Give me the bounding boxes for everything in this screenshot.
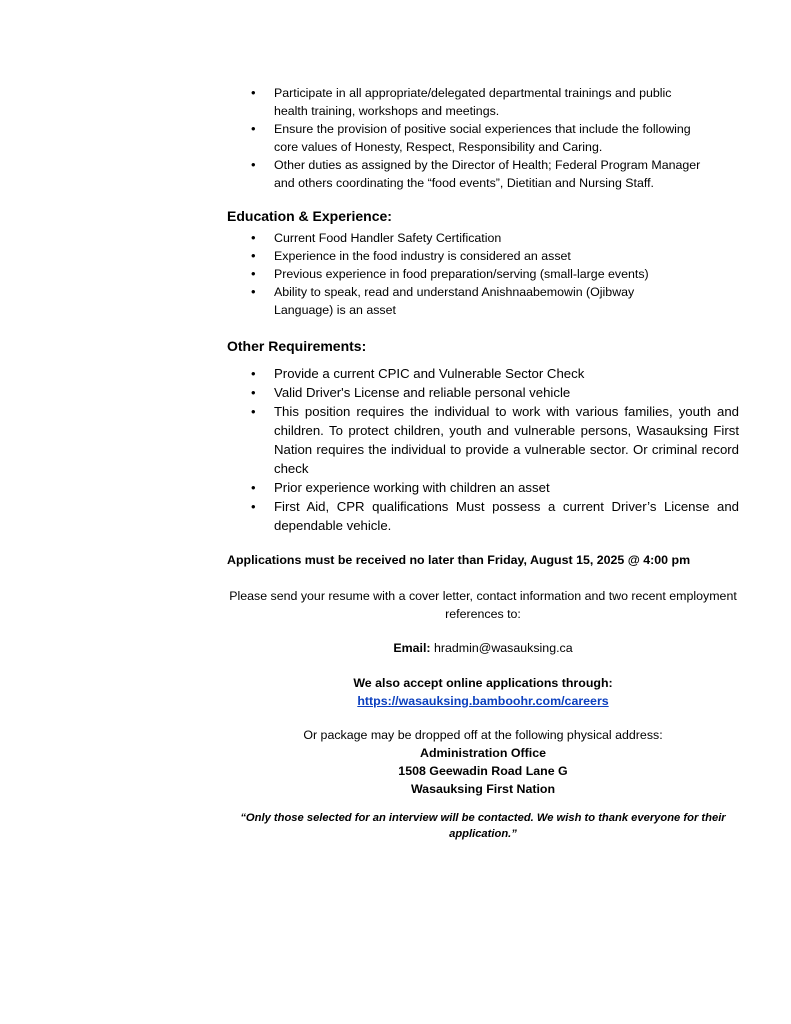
education-list (227, 229, 747, 319)
duties-list (227, 84, 707, 192)
requirement-item: • This position requires the individual to work with various families, youth and children. To protect children, youth and vulnerable persons, Wasauksing First Nation requires the individual to provide a vulnerable sector. Or criminal record check (227, 402, 739, 478)
careers-link[interactable]: https://wasauksing.bamboohr.com/careers (357, 694, 609, 708)
other-requirements-heading: Other Requirements: (227, 338, 367, 354)
duty-item: • Ensure the provision of positive social experiences that include the following core values of Honesty, Respect, Responsibility and Caring. (227, 120, 707, 156)
education-heading: Education & Experience: (227, 208, 392, 224)
requirement-item: • First Aid, CPR qualifications Must possess a current Driver’s License and dependable vehicle. (227, 497, 739, 535)
online-applications-heading: We also accept online applications through: (353, 676, 613, 690)
office-name: Administration Office (420, 746, 546, 760)
closing-note: “Only those selected for an interview will be contacted. We wish to thank everyone for their application.” (240, 812, 726, 840)
dropoff-address (227, 726, 739, 798)
requirement-item: • Prior experience working with children an asset (227, 478, 739, 497)
requirement-item: • Valid Driver's License and reliable personal vehicle (227, 383, 739, 402)
street-address: 1508 Geewadin Road Lane G (398, 764, 568, 778)
education-item: • Ability to speak, read and understand Anishnaabemowin (Ojibway Language) is an asset (227, 283, 747, 319)
nation-name: Wasauksing First Nation (410, 782, 556, 796)
online-applications (227, 674, 739, 710)
requirement-item: • Provide a current CPIC and Vulnerable Sector Check (227, 364, 739, 383)
email-address: hradmin@wasauksing.ca (434, 641, 573, 655)
other-requirements-list (227, 364, 739, 535)
email-label: Email: (393, 641, 431, 655)
application-instructions: Please send your resume with a cover letter, contact information and two recent employment references to: (229, 589, 737, 621)
dropoff-intro: Or package may be dropped off at the following physical address: (303, 728, 663, 742)
duty-item: • Participate in all appropriate/delegated departmental trainings and public health training, workshops and meetings. (227, 84, 707, 120)
duty-item: • Other duties as assigned by the Director of Health; Federal Program Manager and others coordinating the “food events”, Dietitian and Nursing Staff. (227, 156, 707, 192)
email-line (227, 639, 739, 657)
application-deadline: Applications must be received no later than Friday, August 15, 2025 @ 4:00 pm (227, 553, 691, 567)
education-item: • Previous experience in food preparation/serving (small-large events) (227, 265, 747, 283)
education-item: • Experience in the food industry is considered an asset (227, 247, 747, 265)
education-item: • Current Food Handler Safety Certification (227, 229, 747, 247)
